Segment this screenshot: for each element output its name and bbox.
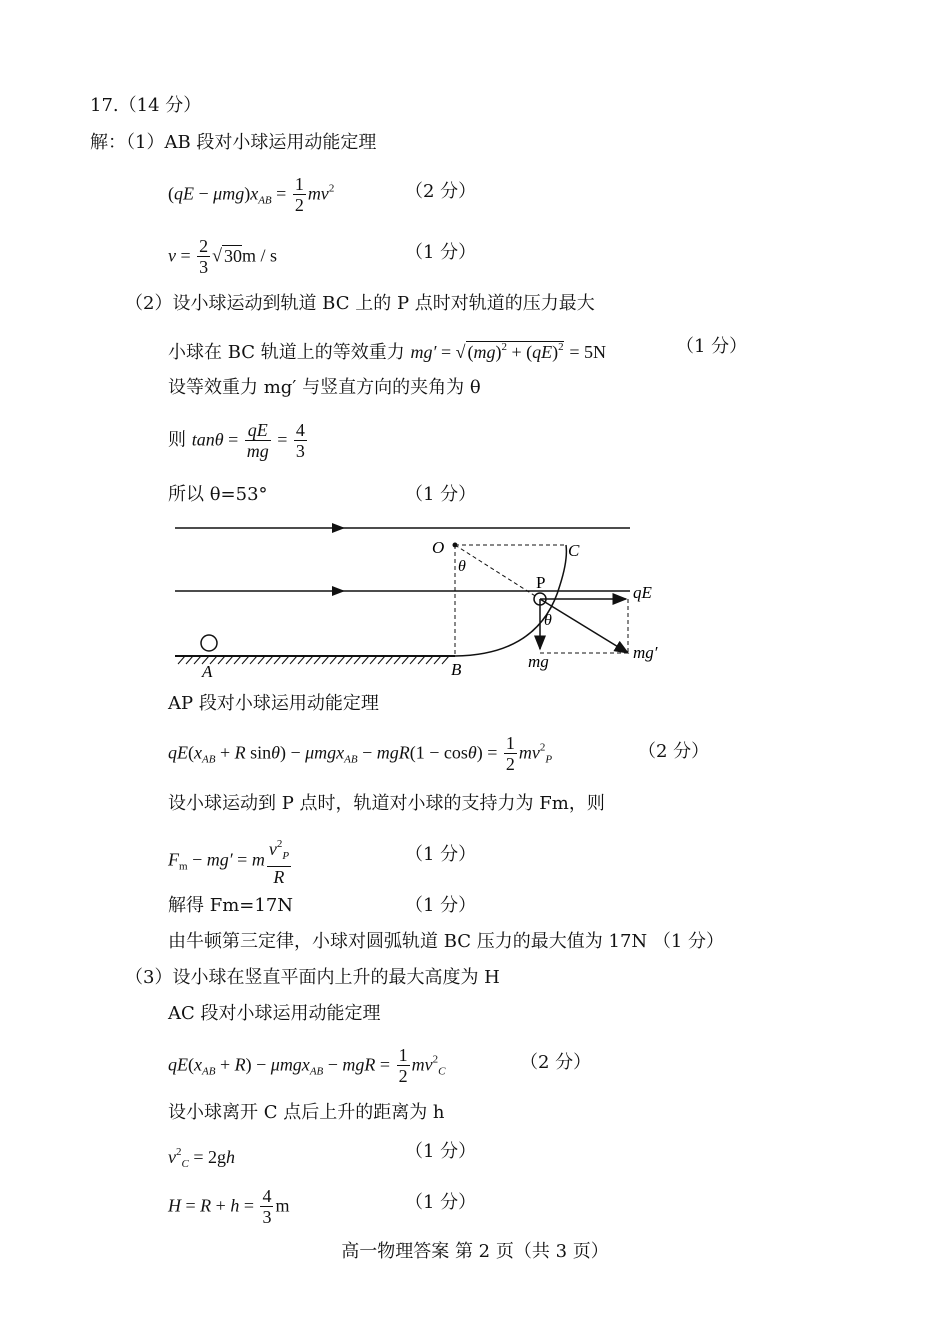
ap-score: （2 分） [638,741,710,762]
problem-number: 17. [90,95,119,116]
gravity-score: （1 分） [676,336,748,357]
part1-equation-1: $(qE - \mu mg)x_{AB}$ = $\frac{1}{2}$ $mv^2$ [168,174,335,215]
label-mg-prime: mg′ [633,643,658,662]
vc-equation: $v^2_C = 2gh$ [168,1146,235,1170]
theta-label-bottom: θ [544,612,552,629]
solve-score: （1 分） [405,895,477,916]
page-footer: 高一物理答案 第 2 页（共 3 页） [341,1241,609,1262]
ball-A [201,635,217,651]
ap-intro: AP 段对小球运用动能定理 [168,693,379,714]
tan-equation: 则 tanθ = $\frac{qE}{mg}$ = $\frac{4}{3}$ [168,420,305,461]
tan-prefix: 则 [168,429,186,451]
vc-score: （1 分） [405,1141,477,1162]
solve-text: 解得 Fm=17N [168,895,294,916]
angle-result: 所以 θ=53° [168,484,268,505]
physics-diagram [170,515,690,685]
gravity-result: = 5N [569,342,607,362]
ac-intro: AC 段对小球运用动能定理 [168,1003,381,1024]
part1-eq1-score: （2 分） [405,181,477,202]
H-equation: H = R + h = $\frac{4}{3}$ m [168,1186,290,1227]
angle-score: （1 分） [405,484,477,505]
ac-score: （2 分） [520,1052,592,1073]
problem-header [90,94,201,118]
part3-intro: （3）设小球在竖直平面内上升的最大高度为 H [125,967,500,988]
ground-hatch [178,656,449,664]
part2-gravity-line: 小球在 BC 轨道上的等效重力 mg′ = √ (mg)$^2$ + (qE)$^2$ = 5N [168,341,607,363]
label-P: P [536,573,546,592]
label-C: C [568,541,580,560]
part2-intro: （2）设小球运动到轨道 BC 上的 P 点时对轨道的压力最大 [125,293,595,314]
label-O: O [432,538,445,557]
label-A: A [202,662,213,681]
arc-BC [455,545,566,656]
label-mg: mg [528,652,549,671]
force-equation: $F_m - mg' = m$ $\frac{v^2_P}{R}$ [168,834,293,887]
part1-intro: 解：（1）AB 段对小球运用动能定理 [90,132,377,153]
newton-text: 由牛顿第三定律，小球对圆弧轨道 BC 压力的最大值为 17N （1 分） [168,931,725,952]
arrow-mg-prime [540,599,628,653]
force-intro: 设小球运动到 P 点时，轨道对小球的支持力为 Fm，则 [168,793,605,814]
label-qE: qE [633,583,652,602]
angle-definition: 设等效重力 mg′ 与竖直方向的夹角为 θ [168,377,481,398]
force-score: （1 分） [405,844,477,865]
gravity-text: 小球在 BC 轨道上的等效重力 [168,342,405,363]
field-arrow-top [332,523,345,533]
part1-equation-2: v = $\frac{2}{3}$ √ 30m / s [168,236,278,277]
H-score: （1 分） [405,1192,477,1213]
ap-equation: $qE(x_{AB} + R$ sinθ) − μmgx$_{AB}$ − mgR(1 − cosθ) = $\frac{1}{2}$ $mv^2_P$ [168,733,553,774]
ac-equation: $qE(x_{AB} + R) - \mu mgx_{AB}$ − mgR = $\frac{1}{2}$ $mv^2_C$ [168,1045,446,1086]
theta-label-top: θ [458,558,466,575]
label-B: B [451,660,462,679]
h-intro: 设小球离开 C 点后上升的距离为 h [168,1102,445,1123]
problem-points: （14 分） [118,95,202,116]
field-arrow-middle [332,586,345,596]
part1-eq2-score: （1 分） [405,242,477,263]
